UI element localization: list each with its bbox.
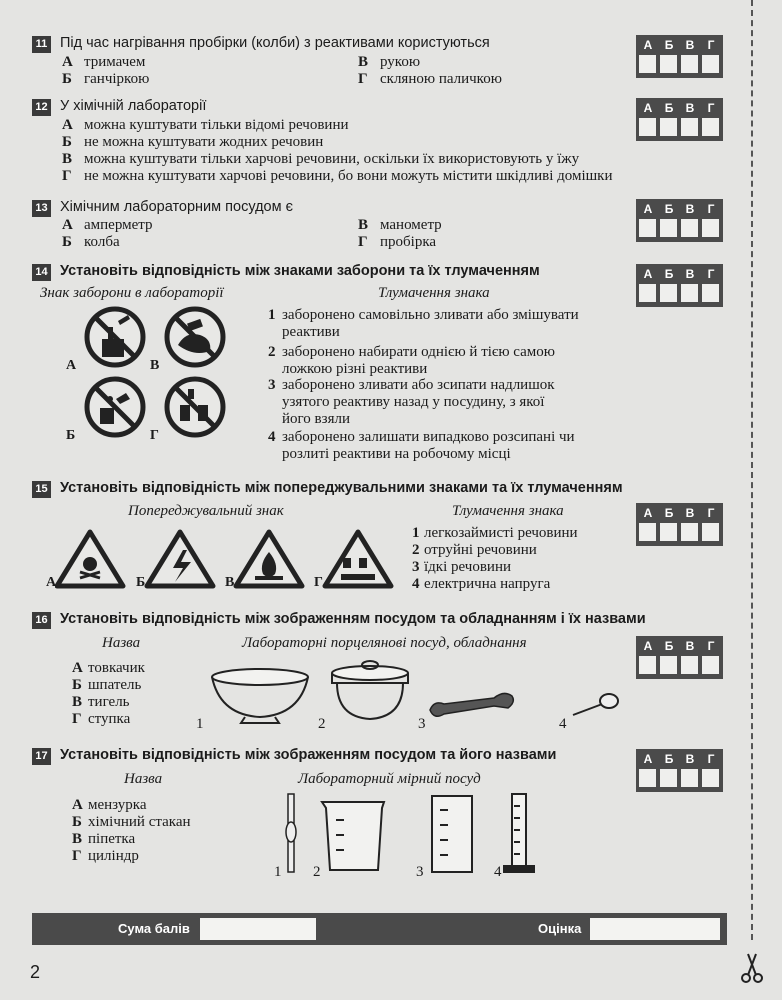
name-item: Г ступка [72,711,131,727]
sign-label: А [46,575,57,590]
option: Г не можна куштувати харчові речовини, бо вони можуть містити шкідливі домішки [62,168,613,184]
column-title: Знак заборони в лабораторії [40,285,224,301]
answer-cell[interactable] [660,656,677,674]
answer-cell[interactable] [702,523,719,541]
warning-sign-toxic [57,532,123,586]
question-text: Установіть відповідність між знаками заборони та їх тлумаченням [60,263,540,279]
prohibition-sign-a [87,309,143,365]
cylinder-picture [432,796,472,872]
question-number: 11 [32,36,51,53]
cut-line [751,0,753,940]
option: В рукою [358,54,421,70]
grade-label: Оцінка [538,921,582,936]
prohibition-sign-g [167,379,223,435]
name-item: Г циліндр [72,848,139,864]
name-item: Б шпатель [72,677,142,693]
column-title: Назва [124,771,163,787]
picture-number: 2 [313,864,321,880]
sign-label: Г [314,575,323,590]
explanation-item: 3 заборонено зливати або зсипати надлишок [268,377,555,393]
explanation-line: узятого реактиву назад у посудину, з якої [282,394,545,410]
answer-grid: А Б В Г [636,636,723,679]
beaker-picture [322,802,384,870]
question-text: Установіть відповідність між зображенням посудом та обладнанням і їх назвами [60,611,646,627]
option: Г скляною паличкою [358,71,502,87]
answer-cell[interactable] [681,55,698,73]
answer-cell[interactable] [660,118,677,136]
option: А тримачем [62,54,146,70]
question-number: 12 [32,99,51,116]
explanation-item: 2 заборонено набирати однією й тією самою [268,344,556,360]
answer-grid: А Б В Г [636,199,723,242]
score-bar [32,913,727,945]
explanation-line: його взяли [282,411,350,427]
picture-number: 3 [416,864,424,880]
picture-number: 1 [196,716,204,732]
prohibition-sign-v [167,309,223,365]
answer-grid: А Б В Г [636,749,723,792]
explanation-line: реактиви [282,324,340,340]
explanation-item: 1 легкозаймисті речовини [412,525,578,541]
answer-cell[interactable] [660,219,677,237]
sign-label: А [66,358,77,373]
column-title: Лабораторний мірний посуд [298,771,481,787]
option: Б ганчіркою [62,71,150,87]
answer-cell[interactable] [639,55,656,73]
question-number: 15 [32,481,51,498]
answer-cell[interactable] [702,219,719,237]
pipette-picture [286,794,296,872]
question-number: 16 [32,612,51,629]
sign-label: Г [150,428,159,443]
answer-cell[interactable] [702,656,719,674]
answer-cell[interactable] [660,769,677,787]
question-text: Під час нагрівання пробірки (колби) з реактивами користуються [60,35,490,51]
answer-grid: А Б В Г [636,98,723,141]
answer-cell[interactable] [681,118,698,136]
warning-sign-flammable [236,532,302,586]
answer-grid: А Б В Г [636,503,723,546]
column-title: Тлумачення знака [378,285,490,301]
sign-label: В [150,358,160,373]
explanation-item: 2 отруйні речовини [412,542,537,558]
option: Г пробірка [358,234,437,250]
crucible-picture [332,661,408,719]
question-number: 13 [32,200,51,217]
name-item: А товкачик [72,660,145,676]
question-text: Хімічним лабораторним посудом є [60,199,294,215]
picture-number: 1 [274,864,282,880]
mortar-picture [212,669,308,723]
answer-cell[interactable] [702,118,719,136]
answer-grid: А Б В Г [636,264,723,307]
answer-cell[interactable] [660,55,677,73]
warning-sign-corrosive [325,532,391,586]
sum-label: Сума балів [118,921,190,936]
question-text: Установіть відповідність між зображенням посудом та його назвами [60,747,557,763]
answer-cell[interactable] [639,118,656,136]
answer-cell[interactable] [702,284,719,302]
answer-cell[interactable] [639,523,656,541]
explanation-line: розлиті реактиви на робочому місці [282,446,511,462]
pestle-picture [573,694,618,715]
answer-cell[interactable] [702,769,719,787]
sign-label: Б [136,575,146,590]
answer-cell[interactable] [702,55,719,73]
answer-cell[interactable] [660,284,677,302]
answer-cell[interactable] [639,656,656,674]
picture-number: 2 [318,716,326,732]
answer-cell[interactable] [681,656,698,674]
sum-field[interactable] [200,918,316,940]
scissors-icon [740,950,764,984]
picture-number: 4 [494,864,502,880]
spatula-picture [430,693,513,716]
option: В можна куштувати тільки харчові речовини, оскільки їх використовують у їжу [62,151,580,167]
answer-grid: А Б В Г [636,35,723,78]
question-number: 17 [32,748,51,765]
question-text: У хімічній лабораторії [60,98,207,114]
option: А амперметр [62,217,153,233]
option: А можна куштувати тільки відомі речовини [62,117,349,133]
explanation-line: ложкою різні реактиви [282,361,428,377]
explanation-item: 1 заборонено самовільно зливати або змішувати [268,307,579,323]
graduated-cylinder-picture [504,794,534,872]
answer-cell[interactable] [639,219,656,237]
name-item: А мензурка [72,797,147,813]
answer-cell[interactable] [660,523,677,541]
column-title: Тлумачення знака [452,503,564,519]
option: Б колба [62,234,120,250]
warning-sign-electric [147,532,213,586]
sign-label: Б [66,428,76,443]
answer-cell[interactable] [681,769,698,787]
column-title: Попереджувальний знак [128,503,284,519]
prohibition-sign-b [87,379,143,435]
answer-cell[interactable] [681,284,698,302]
answer-cell[interactable] [639,284,656,302]
column-title: Назва [102,635,141,651]
question-text: Установіть відповідність між попереджувальними знаками та їх тлумаченням [60,480,623,496]
sign-label: В [225,575,235,590]
name-item: Б хімічний стакан [72,814,191,830]
page-number: 2 [30,962,41,982]
explanation-item: 4 електрична напруга [412,576,551,592]
option: Б не можна куштувати жодних речовин [62,134,324,150]
grade-field[interactable] [590,918,720,940]
column-title: Лабораторні порцелянові посуд, обладнання [242,635,527,651]
explanation-item: 3 їдкі речовини [412,559,511,575]
answer-cell[interactable] [681,219,698,237]
question-number: 14 [32,264,51,281]
answer-cell[interactable] [681,523,698,541]
picture-number: 4 [559,716,567,732]
explanation-item: 4 заборонено залишати випадково розсипані чи [268,429,575,445]
option: В манометр [358,217,442,233]
name-item: В тигель [72,694,130,710]
answer-cell[interactable] [639,769,656,787]
name-item: В піпетка [72,831,136,847]
picture-number: 3 [418,716,426,732]
